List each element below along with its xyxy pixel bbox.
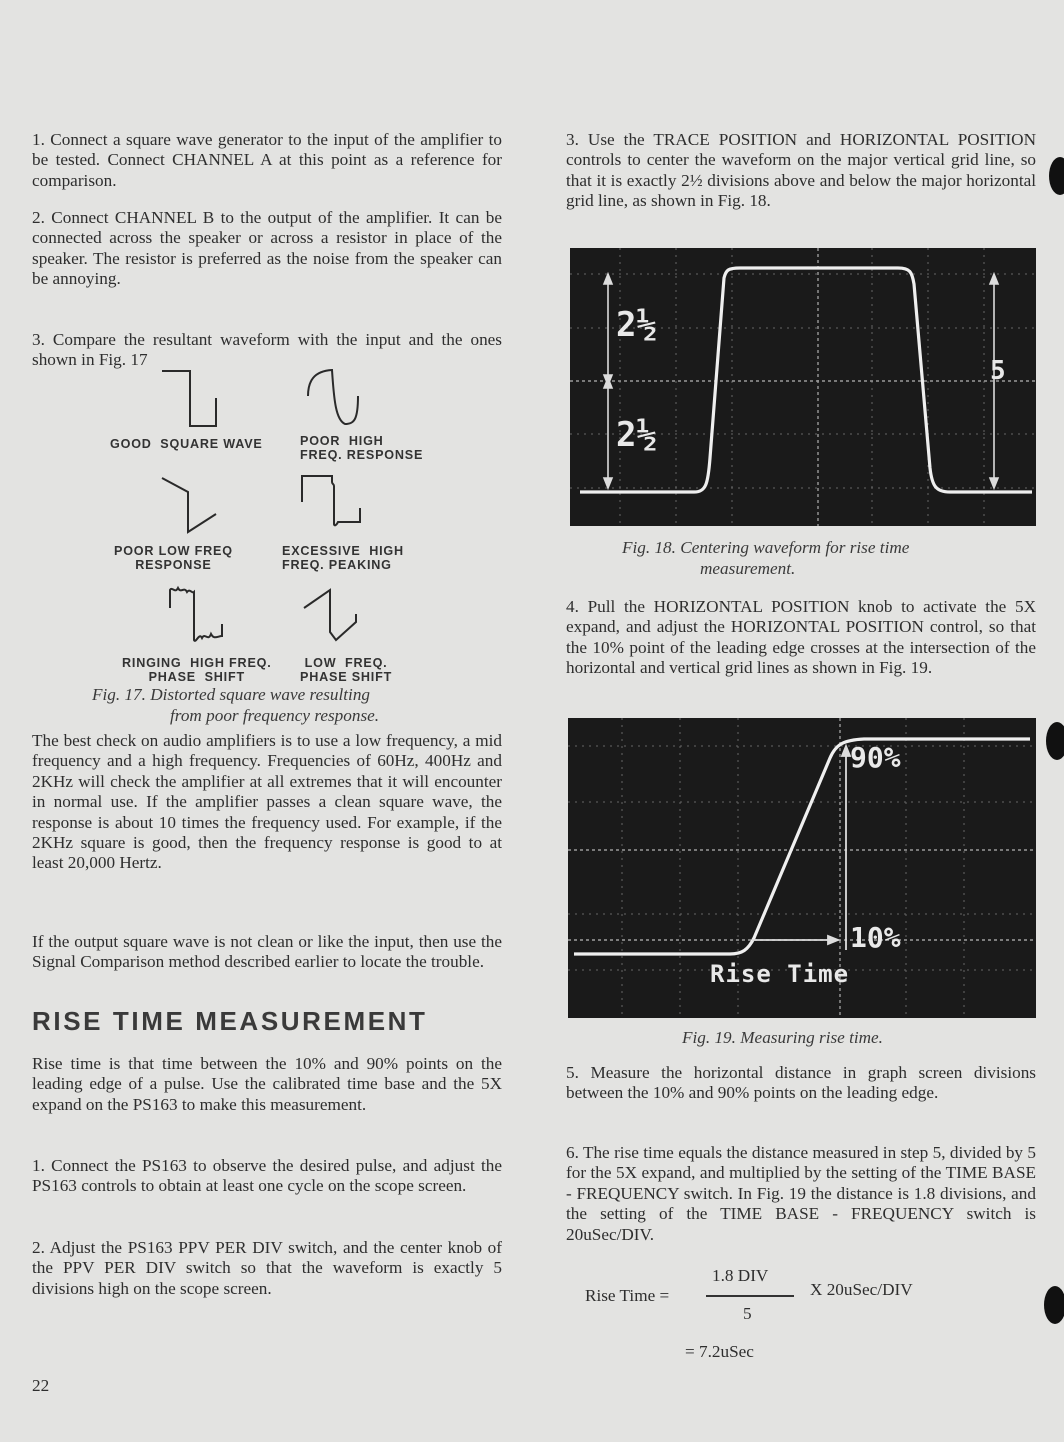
fig17-caption-line1: Fig. 17. Distorted square wave resulting <box>92 685 371 704</box>
formula-fraction-bar <box>706 1295 794 1297</box>
formula-lhs: Rise Time = <box>585 1286 670 1305</box>
fig18-scope-screen <box>570 248 1036 526</box>
step-1-connect-generator: 1. Connect a square wave generator to the input of the amplifier to be tested. Connect CHANNEL A at this point as a reference for comparison. <box>32 130 502 190</box>
formula-numerator: 1.8 DIV <box>712 1266 769 1285</box>
label-poor-low-freq-response: POOR LOW FREQ RESPONSE <box>114 544 233 572</box>
fig19-label-rise-time: Rise Time <box>710 960 850 988</box>
punch-hole-top <box>1049 157 1064 195</box>
label-poor-high-freq-response: POOR HIGH FREQ. RESPONSE <box>300 434 424 462</box>
punch-hole-bottom <box>1044 1286 1064 1324</box>
fig18-label-upper: 2½ <box>616 305 657 345</box>
formula-result: = 7.2uSec <box>685 1342 754 1361</box>
low-freq-phase-shift-wave-icon <box>296 584 366 646</box>
formula-denominator: 5 <box>743 1304 752 1323</box>
formula-multiplier: X 20uSec/DIV <box>810 1280 913 1299</box>
poor-high-freq-response-wave-icon <box>300 366 370 428</box>
fig19-label-90-percent: 90% <box>850 741 901 774</box>
section-heading-rise-time: RISE TIME MEASUREMENT <box>32 1006 428 1036</box>
label-ringing-high-freq-phase-shift: RINGING HIGH FREQ. PHASE SHIFT <box>122 656 272 684</box>
ringing-high-freq-phase-shift-wave-icon <box>166 584 238 646</box>
good-square-wave-icon <box>158 368 228 430</box>
audio-amplifier-check-paragraph: The best check on audio amplifiers is to use a low frequency, a mid frequency and a high frequency. Frequencies of 60Hz, 400Hz and 2KHz will check the amplifier at all extremes that it will encounter in normal use. If the amplifier passes a clean square wave, the response is about 10 times the frequency used. For example, if the 2KHz square is good, then the frequency response is good to at least 20,000 Hertz. <box>32 731 502 873</box>
fig18-caption-line2: measurement. <box>700 559 796 578</box>
label-low-freq-phase-shift: LOW FREQ. PHASE SHIFT <box>300 656 393 684</box>
punch-hole-middle <box>1046 722 1064 760</box>
label-good-square-wave: GOOD SQUARE WAVE <box>110 437 263 451</box>
fig18-label-lower: 2½ <box>616 415 657 455</box>
fig19-label-10-percent: 10% <box>850 921 901 954</box>
step-5-measure-distance: 5. Measure the horizontal distance in graph screen divisions between the 10% and 90% points on the leading edge. <box>566 1063 1036 1103</box>
fig19-scope-screen <box>568 718 1036 1018</box>
fig19-caption: Fig. 19. Measuring rise time. <box>682 1028 883 1047</box>
step-3-center-waveform: 3. Use the TRACE POSITION and HORIZONTAL POSITION controls to center the waveform on the major vertical grid line, so that it is exactly 2½ divisions above and below the major horizontal grid line, as shown in Fig. 18. <box>566 130 1036 211</box>
rise-time-step-1: 1. Connect the PS163 to observe the desired pulse, and adjust the PS163 controls to obtain at least one cycle on the scope screen. <box>32 1156 502 1196</box>
step-6-rise-time-calculation: 6. The rise time equals the distance measured in step 5, divided by 5 for the 5X expand, and multiplied by the setting of the TIME BASE - FREQUENCY switch. In Fig. 19 the distance is 1.8 divisions, and the setting of the TIME BASE - FREQUENCY switch is 20uSec/DIV. <box>566 1143 1036 1244</box>
step-3-compare-waveform: 3. Compare the resultant waveform with the input and the ones shown in Fig. 17 <box>32 330 502 370</box>
rise-time-definition: Rise time is that time between the 10% and 90% points on the leading edge of a pulse. Use the calibrated time base and the 5X expand on the PS163 to make this measurement. <box>32 1054 502 1114</box>
page-number: 22 <box>32 1376 50 1395</box>
fig18-label-total: 5 <box>990 356 1006 386</box>
step-2-connect-channel-b: 2. Connect CHANNEL B to the output of the amplifier. It can be connected across the speaker or across a resistor in place of the speaker. The resistor is preferred as the noise from the speaker can be annoying. <box>32 208 502 289</box>
label-excessive-high-freq-peaking: EXCESSIVE HIGH FREQ. PEAKING <box>282 544 404 572</box>
poor-low-freq-response-wave-icon <box>158 474 228 536</box>
excessive-high-freq-peaking-wave-icon <box>298 472 368 534</box>
square-wave-not-clean-paragraph: If the output square wave is not clean or like the input, then use the Signal Comparison method described earlier to locate the trouble. <box>32 932 502 972</box>
fig18-caption-line1: Fig. 18. Centering waveform for rise time <box>622 538 910 557</box>
rise-time-step-2: 2. Adjust the PS163 PPV PER DIV switch, and the center knob of the PPV PER DIV switch so that the waveform is exactly 5 divisions high on the scope screen. <box>32 1238 502 1298</box>
step-4-activate-5x-expand: 4. Pull the HORIZONTAL POSITION knob to activate the 5X expand, and adjust the HORIZONTAL POSITION control, so that the 10% point of the leading edge crosses at the intersection of the horizontal and vertical grid lines as shown in Fig. 19. <box>566 597 1036 678</box>
fig17-caption-line2: from poor frequency response. <box>170 706 380 725</box>
